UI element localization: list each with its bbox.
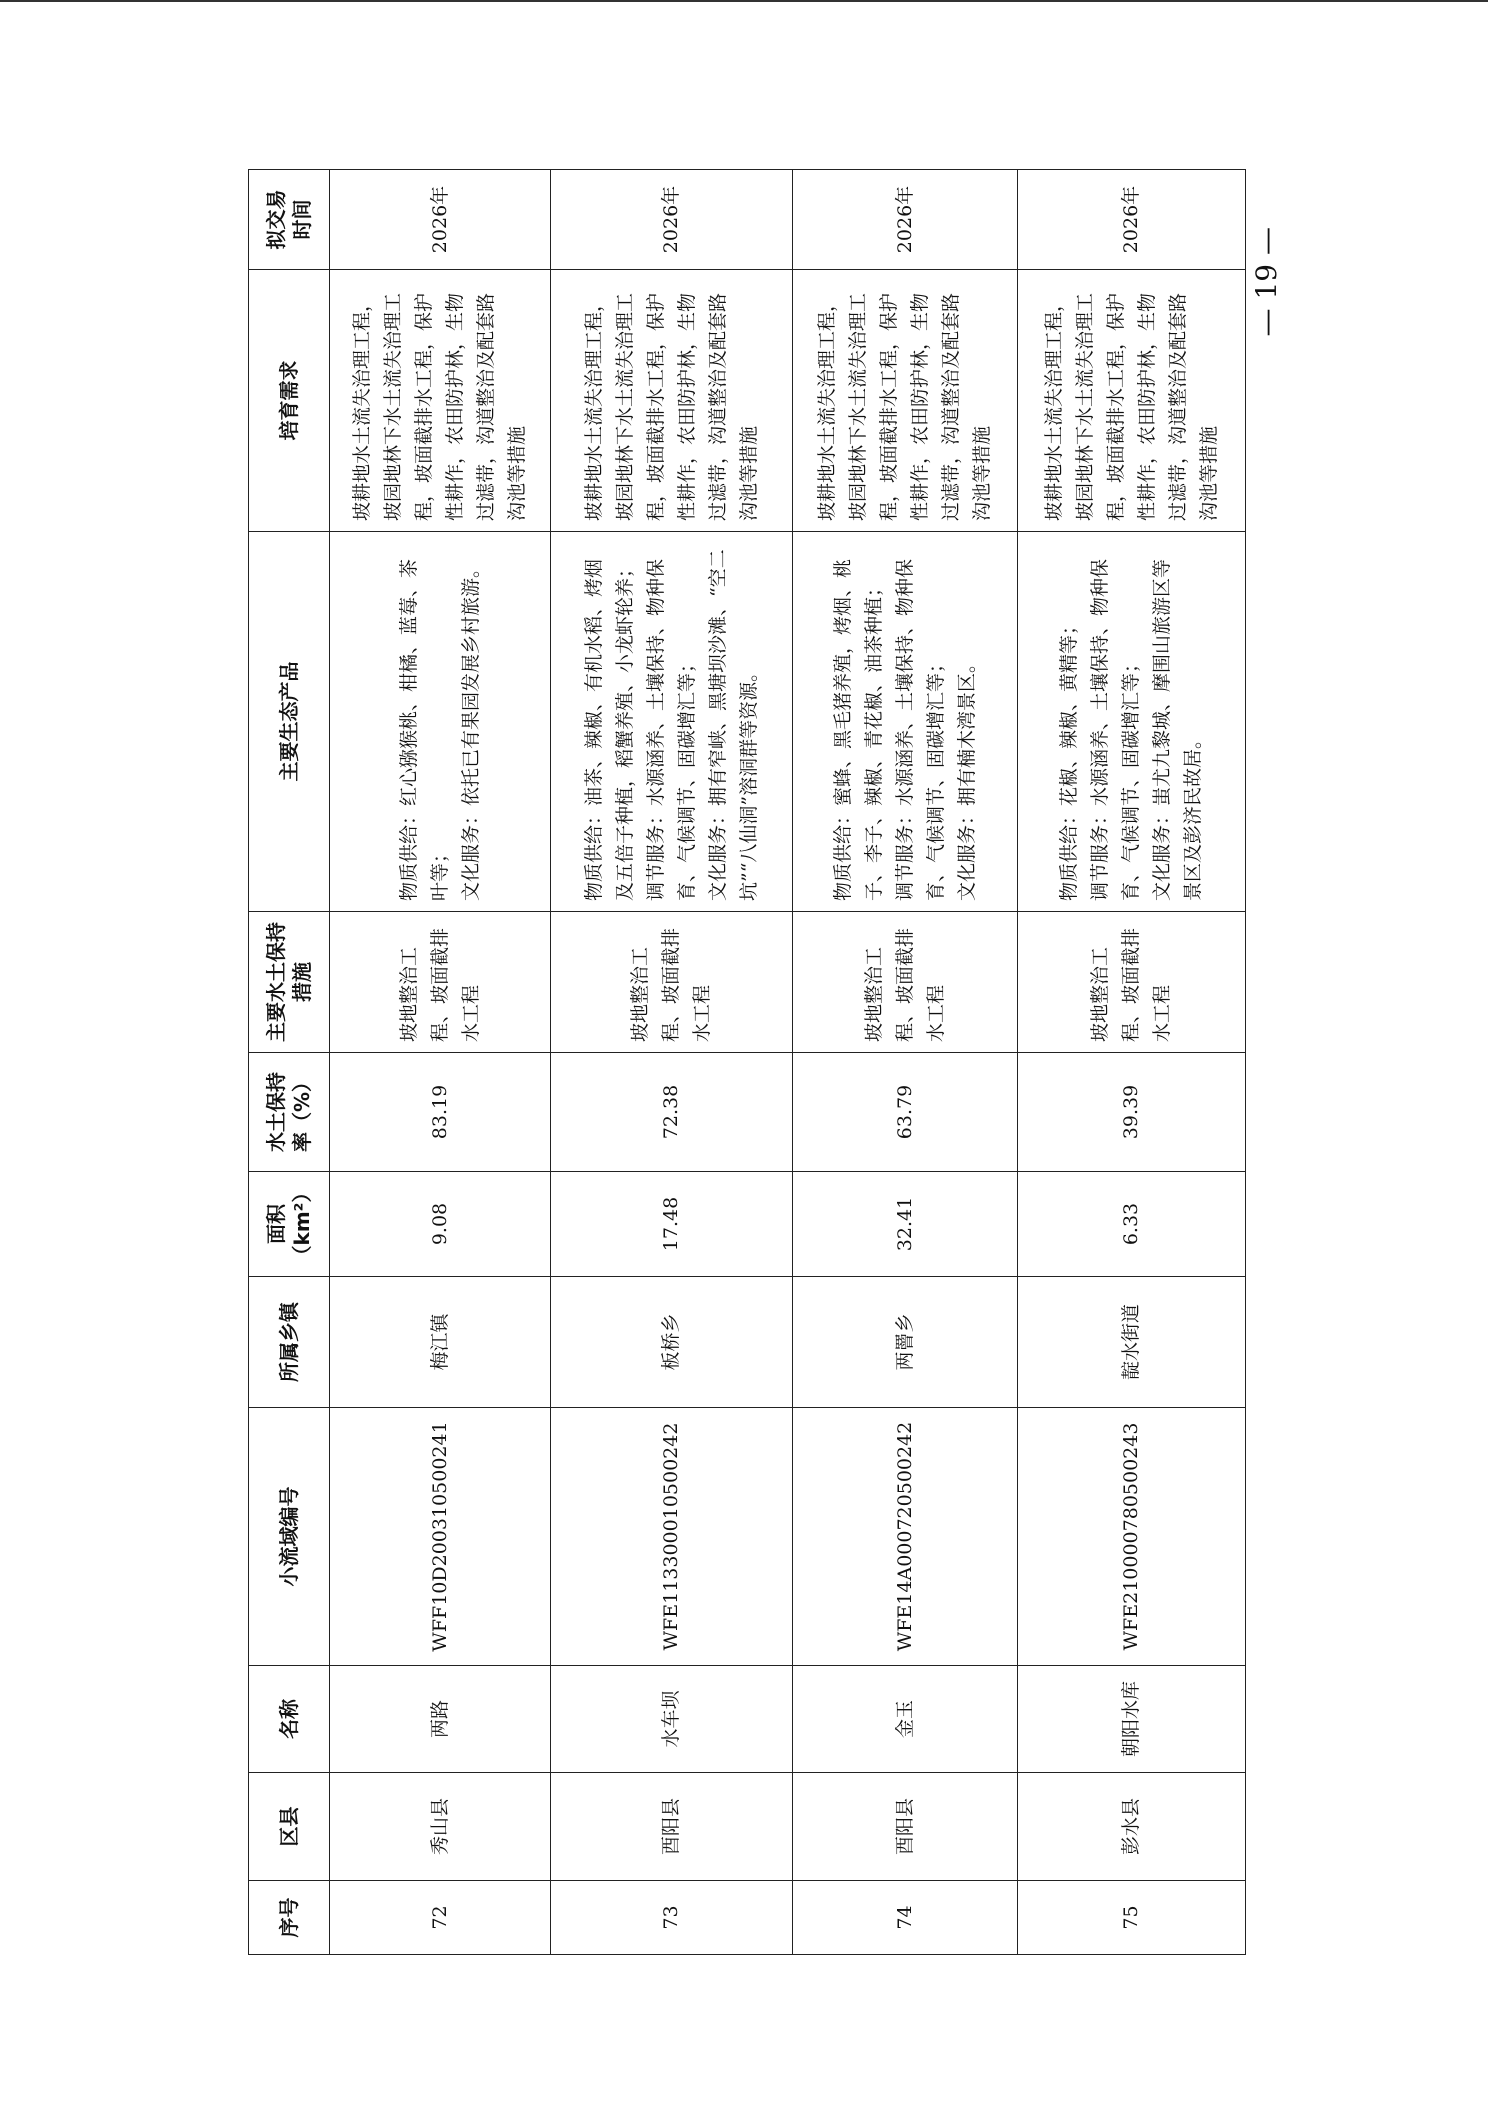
cell-watershed-name: 水车坝 xyxy=(551,1666,793,1773)
cell-watershed-name: 朝阳水库 xyxy=(1018,1666,1246,1773)
cell-conservation-rate: 63.79 xyxy=(793,1053,1018,1172)
header-area: 面积（km²） xyxy=(249,1172,330,1277)
cell-measures: 坡地整治工程、坡面截排水工程 xyxy=(330,912,551,1053)
cell-town: 靛水街道 xyxy=(1018,1277,1246,1408)
cell-eco-products: 物质供给：花椒、辣椒、黄精等； 调节服务：水源涵养、土壤保持、物种保育、气候调节、固碳增汇等； 文化服务：蚩尤九黎城、摩围山旅游区等景区及彭济民故居。 xyxy=(1018,532,1246,912)
page-number: — 19 — xyxy=(1250,227,1283,337)
cell-eco-products: 物质供给：蜜蜂、黑毛猪养殖，烤烟、桃子、李子、辣椒、青花椒、油茶种植； 调节服务：水源涵养、土壤保持、物种保育、气候调节、固碳增汇等； 文化服务：拥有楠木湾景区。 xyxy=(793,532,1018,912)
cell-county: 酉阳县 xyxy=(551,1773,793,1881)
cell-measures: 坡地整治工程、坡面截排水工程 xyxy=(1018,912,1246,1053)
rotated-table-wrapper xyxy=(248,169,1246,1955)
watershed-table xyxy=(248,169,1246,1955)
header-measures: 主要水土保持措施 xyxy=(249,912,330,1053)
cell-town: 板桥乡 xyxy=(551,1277,793,1408)
cell-measures: 坡地整治工程、坡面截排水工程 xyxy=(551,912,793,1053)
cell-watershed-code: WFE14A000720500242 xyxy=(793,1408,1018,1666)
table-row xyxy=(1018,170,1246,1955)
cell-area: 17.48 xyxy=(551,1172,793,1277)
cell-watershed-code: WFE113300010500242 xyxy=(551,1408,793,1666)
header-rate: 水土保持率（%） xyxy=(249,1053,330,1172)
cell-row-number: 75 xyxy=(1018,1881,1246,1955)
cell-watershed-name: 金玉 xyxy=(793,1666,1018,1773)
header-time: 拟交易时间 xyxy=(249,170,330,270)
cell-area: 32.41 xyxy=(793,1172,1018,1277)
cell-trade-time: 2026年 xyxy=(551,170,793,270)
header-town: 所属乡镇 xyxy=(249,1277,330,1408)
cell-measures: 坡地整治工程、坡面截排水工程 xyxy=(793,912,1018,1053)
cell-row-number: 74 xyxy=(793,1881,1018,1955)
cell-county: 秀山县 xyxy=(330,1773,551,1881)
table-row xyxy=(330,170,551,1955)
header-products: 主要生态产品 xyxy=(249,532,330,912)
header-needs: 培育需求 xyxy=(249,270,330,532)
cell-watershed-name: 两路 xyxy=(330,1666,551,1773)
cell-cultivation-needs: 坡耕地水土流失治理工程，坡园地林下水土流失治理工程，坡面截排水工程，保护性耕作，农田防护林，生物过滤带，沟道整治及配套路沟池等措施 xyxy=(551,270,793,532)
cell-watershed-code: WFE210000780500243 xyxy=(1018,1408,1246,1666)
table-row xyxy=(793,170,1018,1955)
header-row xyxy=(249,170,330,1955)
cell-row-number: 73 xyxy=(551,1881,793,1955)
cell-area: 9.08 xyxy=(330,1172,551,1277)
table-row xyxy=(551,170,793,1955)
cell-trade-time: 2026年 xyxy=(330,170,551,270)
cell-county: 酉阳县 xyxy=(793,1773,1018,1881)
cell-conservation-rate: 83.19 xyxy=(330,1053,551,1172)
cell-row-number: 72 xyxy=(330,1881,551,1955)
header-code: 小流域编号 xyxy=(249,1408,330,1666)
cell-eco-products: 物质供给：红心猕猴桃、柑橘、蓝莓、茶叶等； 文化服务：依托已有果园发展乡村旅游。 xyxy=(330,532,551,912)
cell-conservation-rate: 72.38 xyxy=(551,1053,793,1172)
cell-trade-time: 2026年 xyxy=(1018,170,1246,270)
cell-area: 6.33 xyxy=(1018,1172,1246,1277)
header-county: 区县 xyxy=(249,1773,330,1881)
cell-cultivation-needs: 坡耕地水土流失治理工程，坡园地林下水土流失治理工程，坡面截排水工程，保护性耕作，农田防护林，生物过滤带，沟道整治及配套路沟池等措施 xyxy=(1018,270,1246,532)
cell-town: 两罾乡 xyxy=(793,1277,1018,1408)
cell-eco-products: 物质供给：油茶、辣椒、有机水稻、烤烟及五倍子种植，稻蟹养殖、小龙虾轮养； 调节服务：水源涵养、土壤保持、物种保育、气候调节、固碳增汇等； 文化服务：拥有窄峡、黑塘坝沙滩、“空二坑”“八仙洞”溶洞群等资源。 xyxy=(551,532,793,912)
header-name: 名称 xyxy=(249,1666,330,1773)
header-no: 序号 xyxy=(249,1881,330,1955)
cell-trade-time: 2026年 xyxy=(793,170,1018,270)
cell-county: 彭水县 xyxy=(1018,1773,1246,1881)
cell-cultivation-needs: 坡耕地水土流失治理工程，坡园地林下水土流失治理工程，坡面截排水工程，保护性耕作，农田防护林，生物过滤带，沟道整治及配套路沟池等措施 xyxy=(793,270,1018,532)
cell-cultivation-needs: 坡耕地水土流失治理工程，坡园地林下水土流失治理工程，坡面截排水工程，保护性耕作，农田防护林，生物过滤带，沟道整治及配套路沟池等措施 xyxy=(330,270,551,532)
cell-conservation-rate: 39.39 xyxy=(1018,1053,1246,1172)
cell-town: 梅江镇 xyxy=(330,1277,551,1408)
cell-watershed-code: WFF10D20031050024​1 xyxy=(330,1408,551,1666)
